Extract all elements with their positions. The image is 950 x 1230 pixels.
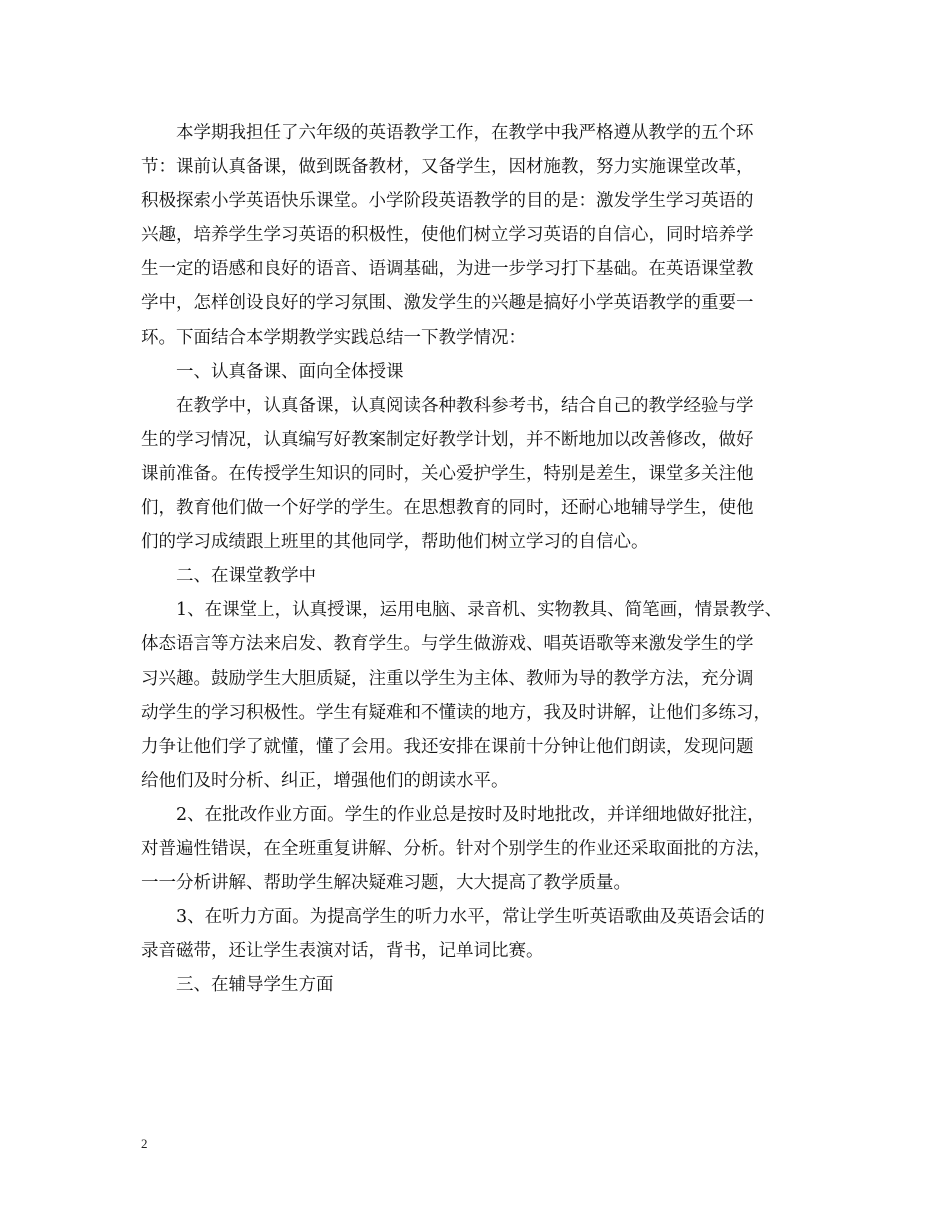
- section-heading: 三、在辅导学生方面: [176, 975, 334, 996]
- document-body: [141, 116, 811, 1002]
- paragraph-line: 生一定的语感和良好的语音、语调基础，为进一步学习打下基础。在英语课堂教: [141, 259, 754, 280]
- paragraph-line: 课前准备。在传授学生知识的同时，关心爱护学生，特别是差生，课堂多关注他: [141, 463, 754, 484]
- paragraph-line: 兴趣，培养学生学习英语的积极性，使他们树立学习英语的自信心，同时培养学: [141, 225, 754, 246]
- page-number: 2: [141, 1136, 148, 1151]
- paragraph-line: 积极探索小学英语快乐课堂。小学阶段英语教学的目的是：激发学生学习英语的: [141, 191, 754, 212]
- paragraph-line: 给他们及时分析、纠正，增强他们的朗读水平。: [141, 770, 509, 791]
- paragraph-line: 体态语言等方法来启发、教育学生。与学生做游戏、唱英语歌等来激发学生的学: [141, 634, 754, 655]
- paragraph-line: 力争让他们学了就懂，懂了会用。我还安排在课前十分钟让他们朗读，发现问题: [141, 736, 754, 757]
- paragraph-line: 动学生的学习积极性。学生有疑难和不懂读的地方，我及时讲解，让他们多练习，: [141, 702, 771, 723]
- paragraph-line: 环。下面结合本学期教学实践总结一下教学情况：: [141, 327, 526, 348]
- paragraph-line: 在教学中，认真备课，认真阅读各种教科参考书，结合自己的教学经验与学: [176, 395, 754, 416]
- paragraph-line: 3、在听力方面。为提高学生的听力水平，常让学生听英语歌曲及英语会话的: [176, 907, 765, 928]
- section-heading: 一、认真备课、面向全体授课: [176, 361, 404, 382]
- section-heading: 二、在课堂教学中: [176, 566, 316, 587]
- paragraph-line: 1、在课堂上，认真授课，运用电脑、录音机、实物教具、简笔画，情景教学、: [176, 600, 783, 621]
- paragraph-line: 节：课前认真备课，做到既备教材，又备学生，因材施教，努力实施课堂改革，: [141, 157, 754, 178]
- paragraph-line: 习兴趣。鼓励学生大胆质疑，注重以学生为主体、教师为导的教学方法，充分调: [141, 668, 754, 689]
- paragraph-line: 2、在批改作业方面。学生的作业总是按时及时地批改，并详细地做好批注，: [176, 804, 765, 825]
- paragraph-line: 们的学习成绩跟上班里的其他同学，帮助他们树立学习的自信心。: [141, 532, 649, 553]
- paragraph-line: 们，教育他们做一个好学的学生。在思想教育的同时，还耐心地辅导学生，使他: [141, 498, 754, 519]
- paragraph-line: 录音磁带，还让学生表演对话，背书，记单词比赛。: [141, 941, 544, 962]
- paragraph-line: 本学期我担任了六年级的英语教学工作，在教学中我严格遵从教学的五个环: [176, 123, 754, 143]
- paragraph-line: 一一分析讲解、帮助学生解决疑难习题，大大提高了教学质量。: [141, 873, 631, 894]
- paragraph-line: 生的学习情况，认真编写好教案制定好教学计划，并不断地加以改善修改，做好: [141, 429, 754, 450]
- paragraph-line: 学中，怎样创设良好的学习氛围、激发学生的兴趣是搞好小学英语教学的重要一: [141, 293, 754, 314]
- paragraph-line: 对普遍性错误，在全班重复讲解、分析。针对个别学生的作业还采取面批的方法，: [141, 838, 771, 859]
